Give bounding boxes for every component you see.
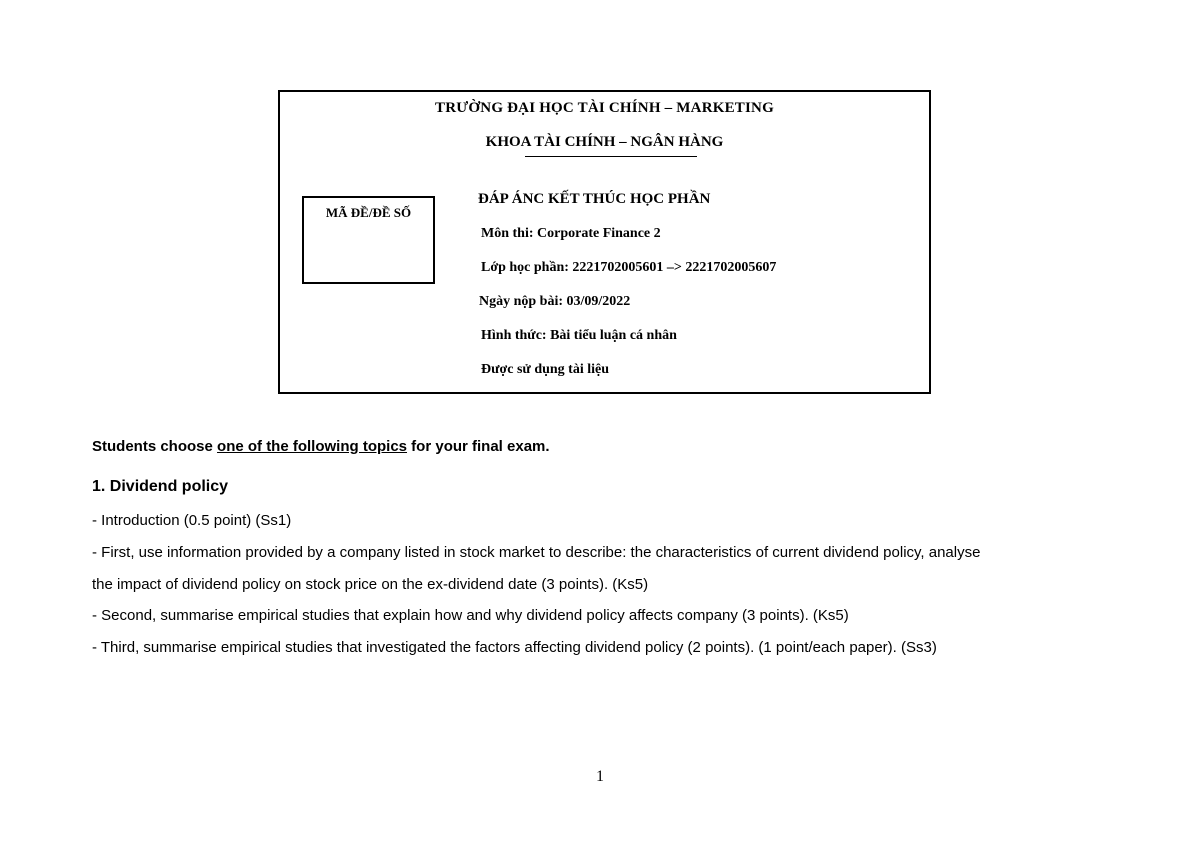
school-name: TRƯỜNG ĐẠI HỌC TÀI CHÍNH – MARKETING bbox=[435, 100, 774, 116]
topic-item: - Second, summarise empirical studies that explain how and why dividend policy affects company (3 points). (Ks5) bbox=[92, 607, 849, 624]
exam-title: ĐÁP ÁNC KẾT THÚC HỌC PHẦN bbox=[478, 191, 711, 207]
topic-item-continuation: the impact of dividend policy on stock price on the ex-dividend date (3 points). (Ks5) bbox=[92, 576, 649, 593]
instruction-prefix: Students choose bbox=[92, 438, 218, 455]
faculty-name: KHOA TÀI CHÍNH – NGÂN HÀNG bbox=[485, 134, 724, 150]
exam-submit-date: Ngày nộp bài: 03/09/2022 bbox=[479, 294, 631, 309]
instruction-suffix: for your final exam. bbox=[407, 438, 550, 455]
exam-class: Lớp học phần: 2221702005601 –> 2221702005607 bbox=[481, 260, 777, 275]
instruction-line bbox=[92, 438, 550, 455]
exam-subject: Môn thi: Corporate Finance 2 bbox=[481, 226, 661, 241]
topic-item: - Introduction (0.5 point) (Ss1) bbox=[92, 512, 292, 529]
instruction-underlined: one of the following topics bbox=[217, 438, 408, 455]
exam-materials: Được sử dụng tài liệu bbox=[481, 362, 610, 377]
topic-item: - First, use information provided by a company listed in stock market to describe: the characteristics of current dividend policy, analyse bbox=[92, 544, 981, 561]
topic-heading: 1. Dividend policy bbox=[92, 478, 229, 495]
exam-code-label: MÃ ĐỀ/ĐỀ SỐ bbox=[325, 205, 412, 220]
topic-item: - Third, summarise empirical studies that investigated the factors affecting dividend policy (2 points). (1 point/each paper). (Ss3) bbox=[92, 639, 937, 656]
exam-header-box bbox=[278, 90, 931, 394]
exam-format: Hình thức: Bài tiểu luận cá nhân bbox=[481, 328, 677, 343]
exam-code-box bbox=[302, 196, 435, 284]
page-number: 1 bbox=[596, 768, 604, 785]
faculty-underline bbox=[525, 156, 697, 157]
